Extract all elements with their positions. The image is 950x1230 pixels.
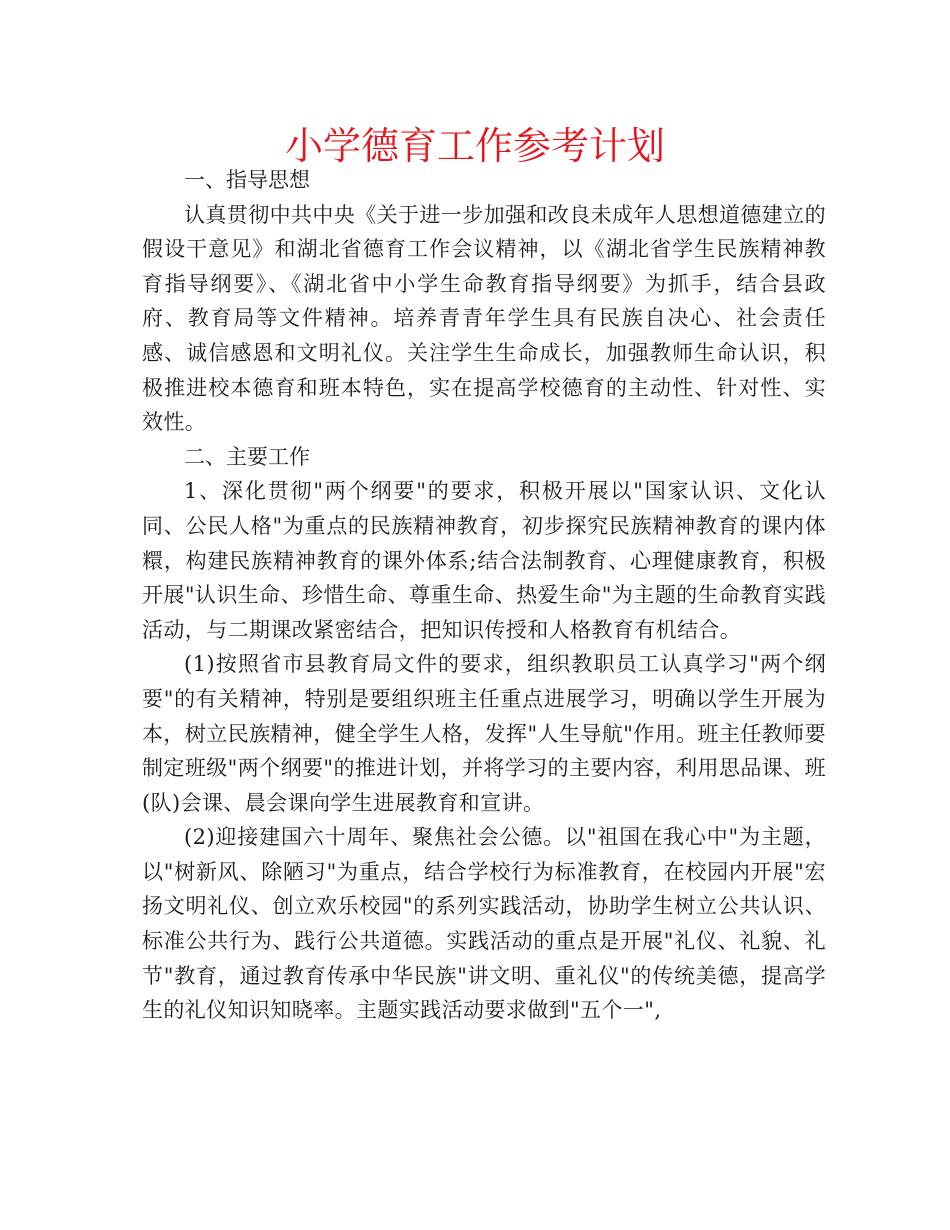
paragraph-subitem-1: (1)按照省市县教育局文件的要求，组织教职员工认真学习"两个纲要"的有关精神，特别是要组织班主任重点进展学习，明确以学生开展为本，树立民族精神，健全学生人格，发挥"人生导航"作用。班主任教师要制定班级"两个纲要"的推进计划，并将学习的主要内容，利用思品课、班(队)会课、晨会课向学生进展教育和宣讲。 (142, 652, 826, 815)
section-heading-main-work: 二、主要工作 (184, 444, 310, 469)
paragraph-subitem-2: (2)迎接建国六十周年、聚焦社会公德。以"祖国在我心中"为主题，以"树新风、除陋习"为重点，结合学校行为标准教育，在校园内开展"宏扬文明礼仪、创立欢乐校园"的系列实践活动，协助学生树立公共认识、标准公共行为、践行公共道德。实践活动的重点是开展"礼仪、礼貌、礼节"教育，通过教育传承中华民族"讲文明、重礼仪"的传统美德，提高学生的礼仪知识知晓率。主题实践活动要求做到"五个一", (142, 825, 826, 1023)
paragraph-guiding-thought: 认真贯彻中共中央《关于进一步加强和改良未成年人思想道德建立的假设干意见》和湖北省德育工作会议精神，以《湖北省学生民族精神教育指导纲要》、《湖北省中小学生命教育指导纲要》为抓手，结合县政府、教育局等文件精神。培养青青年学生具有民族自决心、社会责任感、诚信感恩和文明礼仪。关注学生生命成长，加强教师生命认识，积极推进校本德育和班本特色，实在提高学校德育的主动性、针对性、实效性。 (142, 202, 826, 435)
document-title: 小学德育工作参考计划 (284, 124, 665, 168)
section-heading-guiding-thought: 一、指导思想 (184, 168, 310, 192)
paragraph-item-1: 1、深化贯彻"两个纲要"的要求，积极开展以"国家认识、文化认同、公民人格"为重点的民族精神教育，初步探究民族精神教育的课内体糫，构建民族精神教育的课外体系;结合法制教育、心理健康教育，积极开展"认识生命、珍惜生命、尊重生命、热爱生命"为主题的生命教育实践活动，与二期课改紧密结合，把知识传授和人格教育有机结合。 (142, 479, 826, 642)
document-body (142, 163, 826, 1028)
